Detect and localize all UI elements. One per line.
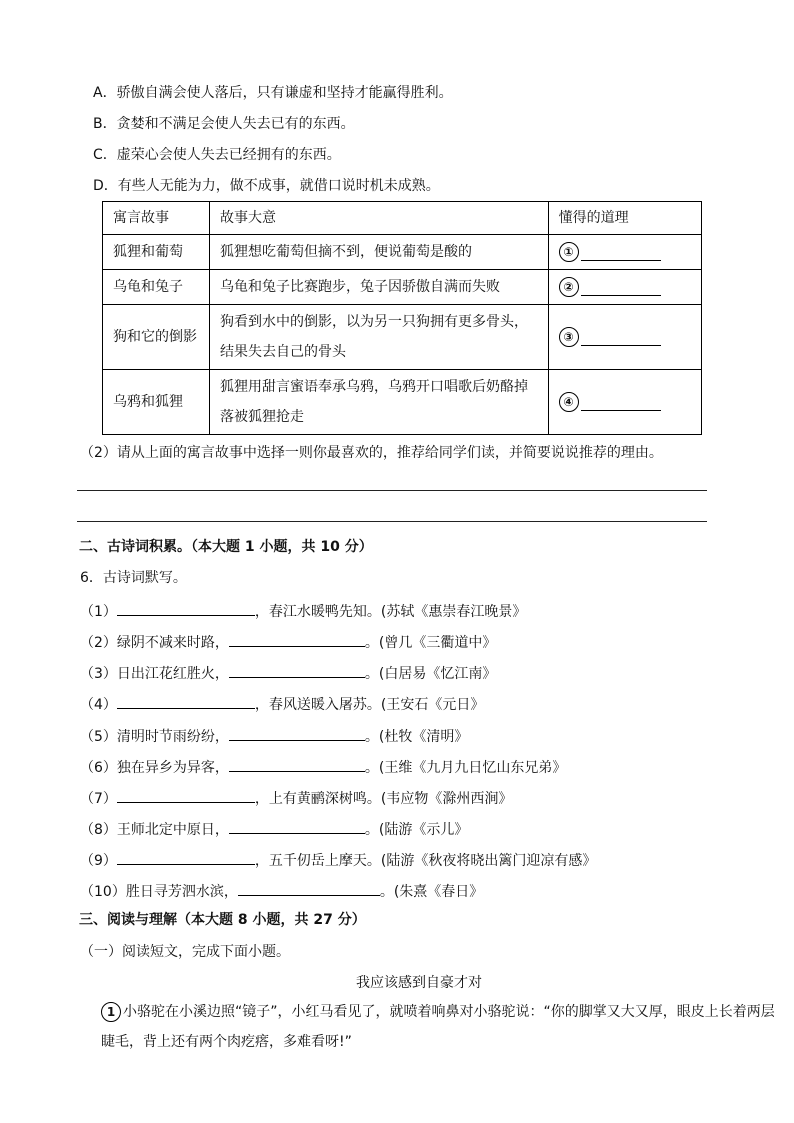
- section-3-title: 三、阅读与理解（本大题 8 小题，共 27 分）: [79, 912, 366, 928]
- option-a: A．骄傲自满会使人落后，只有谦虚和坚持才能赢得胜利。: [93, 85, 453, 101]
- poem-blank[interactable]: [229, 724, 365, 741]
- article-title: 我应该感到自豪才对: [356, 975, 482, 991]
- table-row: [103, 305, 702, 370]
- poem-blank[interactable]: [229, 661, 365, 678]
- option-c: C．虚荣心会使人失去已经拥有的东西。: [93, 147, 341, 163]
- poem-item-2: （2）绿阴不减来时路， 。(曾几《三衢道中》: [80, 630, 496, 653]
- question-2: （2）请从上面的寓言故事中选择一则你最喜欢的，推荐给同学们读，并简要说说推荐的理由。: [80, 445, 663, 461]
- poem-blank[interactable]: [229, 817, 365, 834]
- answer-cell[interactable]: [548, 370, 701, 435]
- header-lesson: 懂得的道理: [548, 202, 701, 235]
- circled-number: ③: [559, 327, 579, 347]
- fable-table: [102, 201, 702, 435]
- option-d: D．有些人无能为力，做不成事，就借口说时机未成熟。: [93, 178, 440, 194]
- poem-item-9: （9） ，五千仞岳上摩天。(陆游《秋夜将晓出篱门迎凉有感》: [80, 848, 596, 871]
- poem-item-4: （4） ，春风送暖入屠苏。(王安石《元日》: [80, 692, 484, 715]
- poem-blank[interactable]: [117, 848, 255, 865]
- answer-blank[interactable]: [581, 244, 661, 261]
- answer-blank[interactable]: [581, 394, 661, 411]
- poem-blank[interactable]: [238, 879, 380, 896]
- section-3-sub: （一）阅读短文，完成下面小题。: [80, 944, 290, 960]
- story-name: 乌鸦和狐狸: [103, 370, 210, 435]
- story-summary: 乌龟和兔子比赛跑步，兔子因骄傲自满而失败: [209, 270, 548, 305]
- answer-line[interactable]: [77, 490, 707, 491]
- poem-blank[interactable]: [117, 786, 255, 803]
- table-row: [103, 235, 702, 270]
- option-b: B．贪婪和不满足会使人失去已有的东西。: [93, 116, 355, 132]
- answer-cell[interactable]: [548, 235, 701, 270]
- story-name: 狐狸和葡萄: [103, 235, 210, 270]
- article-paragraph-1: [101, 997, 781, 1057]
- paragraph-number: 1: [101, 1002, 121, 1022]
- poem-blank[interactable]: [117, 692, 255, 709]
- poem-item-10: （10）胜日寻芳泗水滨， 。(朱熹《春日》: [80, 879, 483, 902]
- circled-number: ①: [559, 242, 579, 262]
- poem-blank[interactable]: [117, 599, 255, 616]
- table-header-row: [103, 202, 702, 235]
- header-story: 寓言故事: [103, 202, 210, 235]
- answer-cell[interactable]: [548, 305, 701, 370]
- story-summary: 狐狸用甜言蜜语奉承乌鸦，乌鸦开口唱歌后奶酪掉落被狐狸抢走: [209, 370, 548, 435]
- poem-item-7: （7） ，上有黄鹂深树鸣。(韦应物《滁州西涧》: [80, 786, 512, 809]
- section-2-title: 二、古诗词积累。（本大题 1 小题，共 10 分）: [79, 539, 373, 555]
- story-summary: 狗看到水中的倒影，以为另一只狗拥有更多骨头，结果失去自己的骨头: [209, 305, 548, 370]
- table-row: [103, 370, 702, 435]
- story-name: 乌龟和兔子: [103, 270, 210, 305]
- paragraph-text: 小骆驼在小溪边照“镜子”，小红马看见了，就喷着响鼻对小骆驼说：“你的脚掌又大又厚，眼皮上长着两层睫毛，背上还有两个肉疙瘩，多难看呀!”: [101, 1004, 775, 1050]
- answer-blank[interactable]: [581, 279, 661, 296]
- story-summary: 狐狸想吃葡萄但摘不到，便说葡萄是酸的: [209, 235, 548, 270]
- header-summary: 故事大意: [209, 202, 548, 235]
- story-name: 狗和它的倒影: [103, 305, 210, 370]
- circled-number: ④: [559, 392, 579, 412]
- poem-item-5: （5）清明时节雨纷纷， 。(杜牧《清明》: [80, 724, 468, 747]
- poem-item-6: （6）独在异乡为异客， 。(王维《九月九日忆山东兄弟》: [80, 755, 566, 778]
- answer-blank[interactable]: [581, 329, 661, 346]
- poem-item-8: （8）王师北定中原日， 。(陆游《示儿》: [80, 817, 468, 840]
- poem-blank[interactable]: [229, 630, 365, 647]
- poem-blank[interactable]: [229, 755, 365, 772]
- poem-item-3: （3）日出江花红胜火， 。(白居易《忆江南》: [80, 661, 496, 684]
- poem-item-1: （1） ，春江水暖鸭先知。(苏轼《惠崇春江晚景》: [80, 599, 526, 622]
- table-row: [103, 270, 702, 305]
- answer-line[interactable]: [77, 521, 707, 522]
- answer-cell[interactable]: [548, 270, 701, 305]
- question-6: 6．古诗词默写。: [80, 570, 187, 586]
- circled-number: ②: [559, 277, 579, 297]
